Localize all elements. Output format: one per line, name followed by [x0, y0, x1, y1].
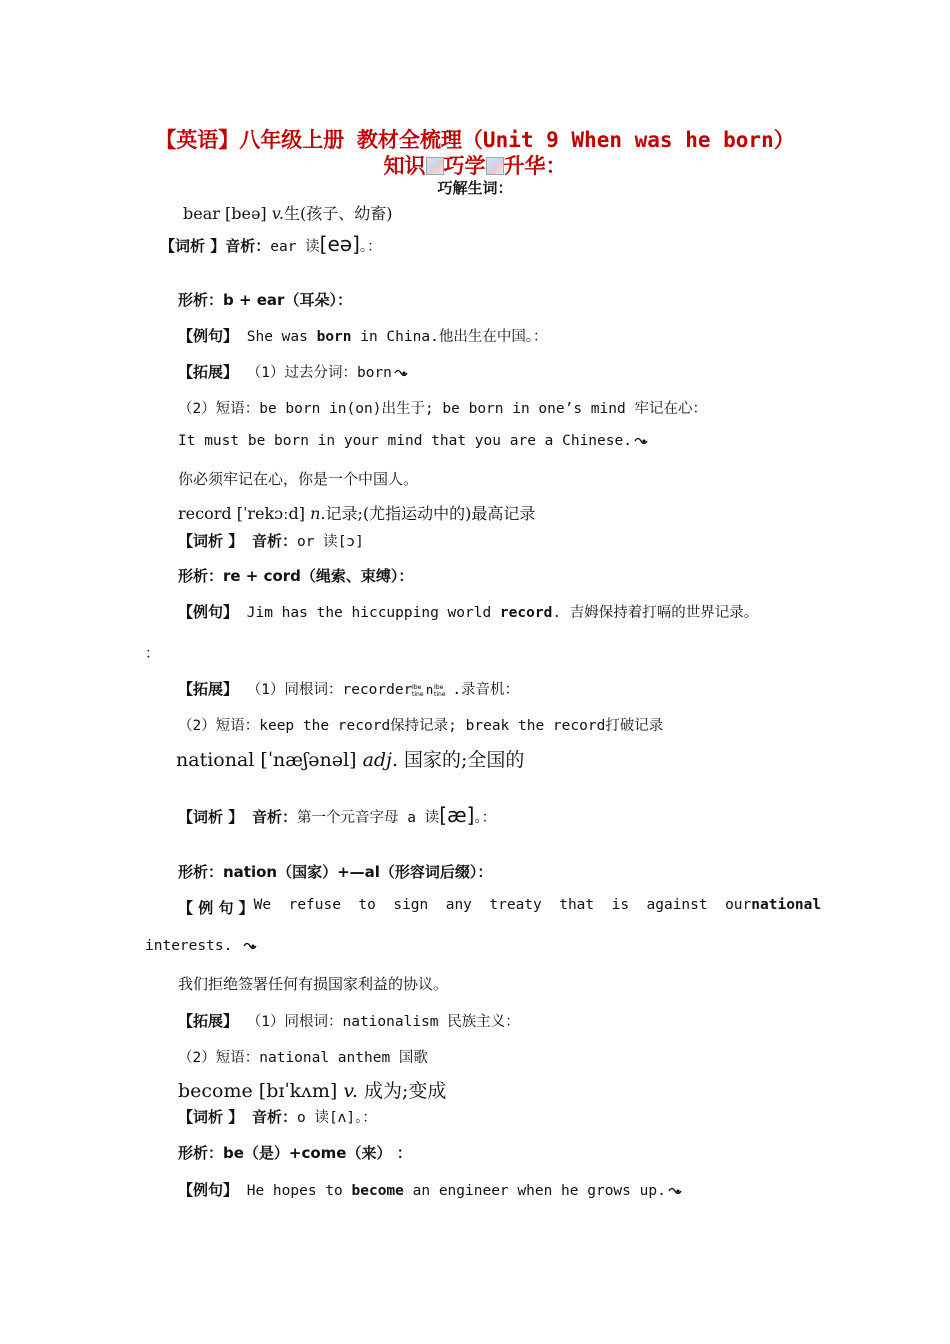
liju-bold: national — [751, 897, 822, 913]
yinxi-label: 音析： — [225, 237, 271, 255]
meaning: 记录;(尤指运动中的)最高记录 — [325, 504, 536, 523]
cixi-tag: 【词析 】 — [178, 532, 244, 550]
phonetic: [beə] — [225, 204, 267, 223]
liju-national — [178, 897, 822, 918]
footnote-mark-icon — [394, 367, 408, 379]
svg-text:n: n — [426, 683, 434, 697]
liju-bold: become — [351, 1183, 404, 1199]
tuozhan-record — [178, 678, 519, 699]
tuozhan-tag: 【拓展】 — [178, 1012, 239, 1030]
headword: bear — [183, 204, 220, 223]
stray-mark: ： — [145, 646, 160, 662]
tuozhan-tag: 【拓展】 — [178, 680, 239, 698]
example-en: It must be born in your mind that you are a Chinese. — [178, 433, 632, 449]
liju-bold: record — [499, 605, 553, 621]
tuozhan-1-post: .录音机： — [452, 682, 520, 698]
tuozhan-bear — [178, 361, 408, 382]
liju-bold: born — [316, 329, 352, 345]
yinxi-sound: [æ] — [439, 803, 475, 827]
liju-bear — [178, 325, 548, 346]
phonetic: [ˈrekɔːd] — [236, 504, 305, 523]
svg-text:Ibe: Ibe — [434, 684, 444, 691]
tuozhan-1: （1）过去分词：born — [246, 365, 392, 381]
headword: become — [178, 1080, 253, 1102]
svg-text:tine: tine — [412, 691, 424, 697]
xingxi-text: 形析：re + cord（绳索、束缚）： — [178, 567, 414, 585]
page-title-line2 — [0, 150, 950, 180]
liju-pre: Jim has the hiccupping world — [238, 605, 500, 621]
broken-image-icon — [426, 157, 444, 175]
xingxi-record — [178, 565, 413, 586]
tuozhan-1-pre: （1）同根词：recorder — [246, 682, 413, 698]
xingxi-national — [178, 861, 492, 882]
footnote-mark-icon — [634, 435, 648, 447]
xingxi-become — [178, 1142, 412, 1163]
headword-line-record — [178, 501, 535, 524]
yinxi-label: 音析： — [251, 808, 297, 826]
title-part-3: 升华： — [503, 154, 567, 178]
yinxi-label: 音析： — [251, 532, 297, 550]
cixi-tag: 【词析 】 — [178, 1108, 244, 1126]
tuozhan-2-national: （2）短语：national anthem 国歌 — [178, 1050, 428, 1066]
headword-line-bear — [183, 201, 393, 224]
xingxi-text: 形析：be（是）+come（来） ： — [178, 1144, 412, 1162]
liju-tag: 【例句】 — [178, 1181, 239, 1199]
analysis-line-bear — [160, 232, 382, 256]
headword-line-become — [178, 1076, 446, 1103]
yinxi-text: or 读 — [296, 534, 338, 550]
broken-image-icon — [486, 157, 504, 175]
meaning: 生(孩子、幼畜) — [284, 204, 393, 223]
liju-post: in China.他出生在中国。： — [351, 329, 548, 345]
liju-tag: 【例句】 — [178, 603, 239, 621]
footnote-mark-icon — [243, 940, 257, 952]
liju-pre: She was — [238, 329, 317, 345]
liju-become — [178, 1179, 682, 1200]
yinxi-end: 。： — [359, 239, 382, 255]
headword-line-national — [176, 745, 524, 772]
phonetic: [ˈnæʃənəl] — [260, 749, 357, 771]
liju-line2: interests. — [145, 938, 233, 954]
liju-words: We refuse to sign any treaty that is against our — [253, 897, 752, 913]
part-of-speech: n. — [310, 504, 326, 523]
svg-text:tine: tine — [434, 691, 446, 697]
yinxi-end: 。： — [355, 1110, 377, 1126]
tuozhan-1: （1）同根词：nationalism 民族主义： — [246, 1014, 520, 1030]
liju-tag: 【例句】 — [178, 327, 239, 345]
yinxi-text: 第一个元音字母 a 读 — [296, 810, 440, 826]
part-of-speech: adj. — [362, 749, 398, 771]
yinxi-sound: [ʌ] — [328, 1110, 356, 1126]
cixi-tag: 【词析 】 — [160, 237, 226, 255]
xingxi-text: 形析：nation（国家）+—al（形容词后缀）： — [178, 863, 493, 881]
title-part-1: 知识 — [383, 154, 426, 178]
yinxi-text: o 读 — [296, 1110, 329, 1126]
example-en-bear — [178, 433, 648, 449]
analysis-line-record — [178, 530, 364, 551]
headword: national — [176, 749, 255, 771]
liju-record — [178, 601, 758, 622]
yinxi-label: 音析： — [251, 1108, 297, 1126]
garbled-glyph-icon — [412, 683, 452, 697]
yinxi-sound: [ɔ] — [337, 534, 364, 550]
example-zh-bear: 你必须牢记在心，你是一个中国人。 — [178, 470, 419, 488]
tuozhan-national — [178, 1010, 520, 1031]
tuozhan-tag: 【拓展】 — [178, 363, 239, 381]
liju-tag: 【 例 句 】 — [178, 899, 254, 917]
title-part-2: 巧学 — [443, 154, 486, 178]
xingxi-bear — [178, 289, 352, 310]
yinxi-sound: [eə] — [319, 232, 360, 256]
footnote-mark-icon — [668, 1185, 682, 1197]
meaning: 国家的;全国的 — [404, 749, 525, 771]
tuozhan-2-bear: （2）短语：be born in(on)出生于; be born in one’s mind 牢记在心： — [178, 401, 707, 417]
section-subtitle: 巧解生词： — [437, 179, 513, 197]
liju-post: . 吉姆保持着打嗝的世界记录。 — [552, 605, 759, 621]
cixi-tag: 【词析 】 — [178, 808, 244, 826]
tuozhan-2-record: （2）短语：keep the record保持记录; break the record打破记录 — [178, 718, 664, 734]
liju-zh-national: 我们拒绝签署任何有损国家利益的协议。 — [178, 975, 449, 993]
meaning: 成为;变成 — [363, 1080, 447, 1102]
headword: record — [178, 504, 232, 523]
liju-pre: He hopes to — [238, 1183, 352, 1199]
phonetic: [bɪˈkʌm] — [258, 1080, 338, 1102]
svg-text:Ibe: Ibe — [412, 684, 422, 691]
liju-post: an engineer when he grows up. — [403, 1183, 666, 1199]
page-title: 【英语】八年级上册 教材全梳理（Unit 9 When was he born） — [155, 128, 795, 152]
part-of-speech: v. — [343, 1080, 358, 1102]
analysis-line-become — [178, 1106, 377, 1127]
part-of-speech: v. — [271, 204, 284, 223]
yinxi-text: ear 读 — [270, 239, 320, 255]
yinxi-end: 。： — [474, 810, 497, 826]
liju-line2-national — [145, 938, 257, 954]
xingxi-text: 形析：b + ear（耳朵）： — [178, 291, 352, 309]
analysis-line-national — [178, 803, 496, 827]
